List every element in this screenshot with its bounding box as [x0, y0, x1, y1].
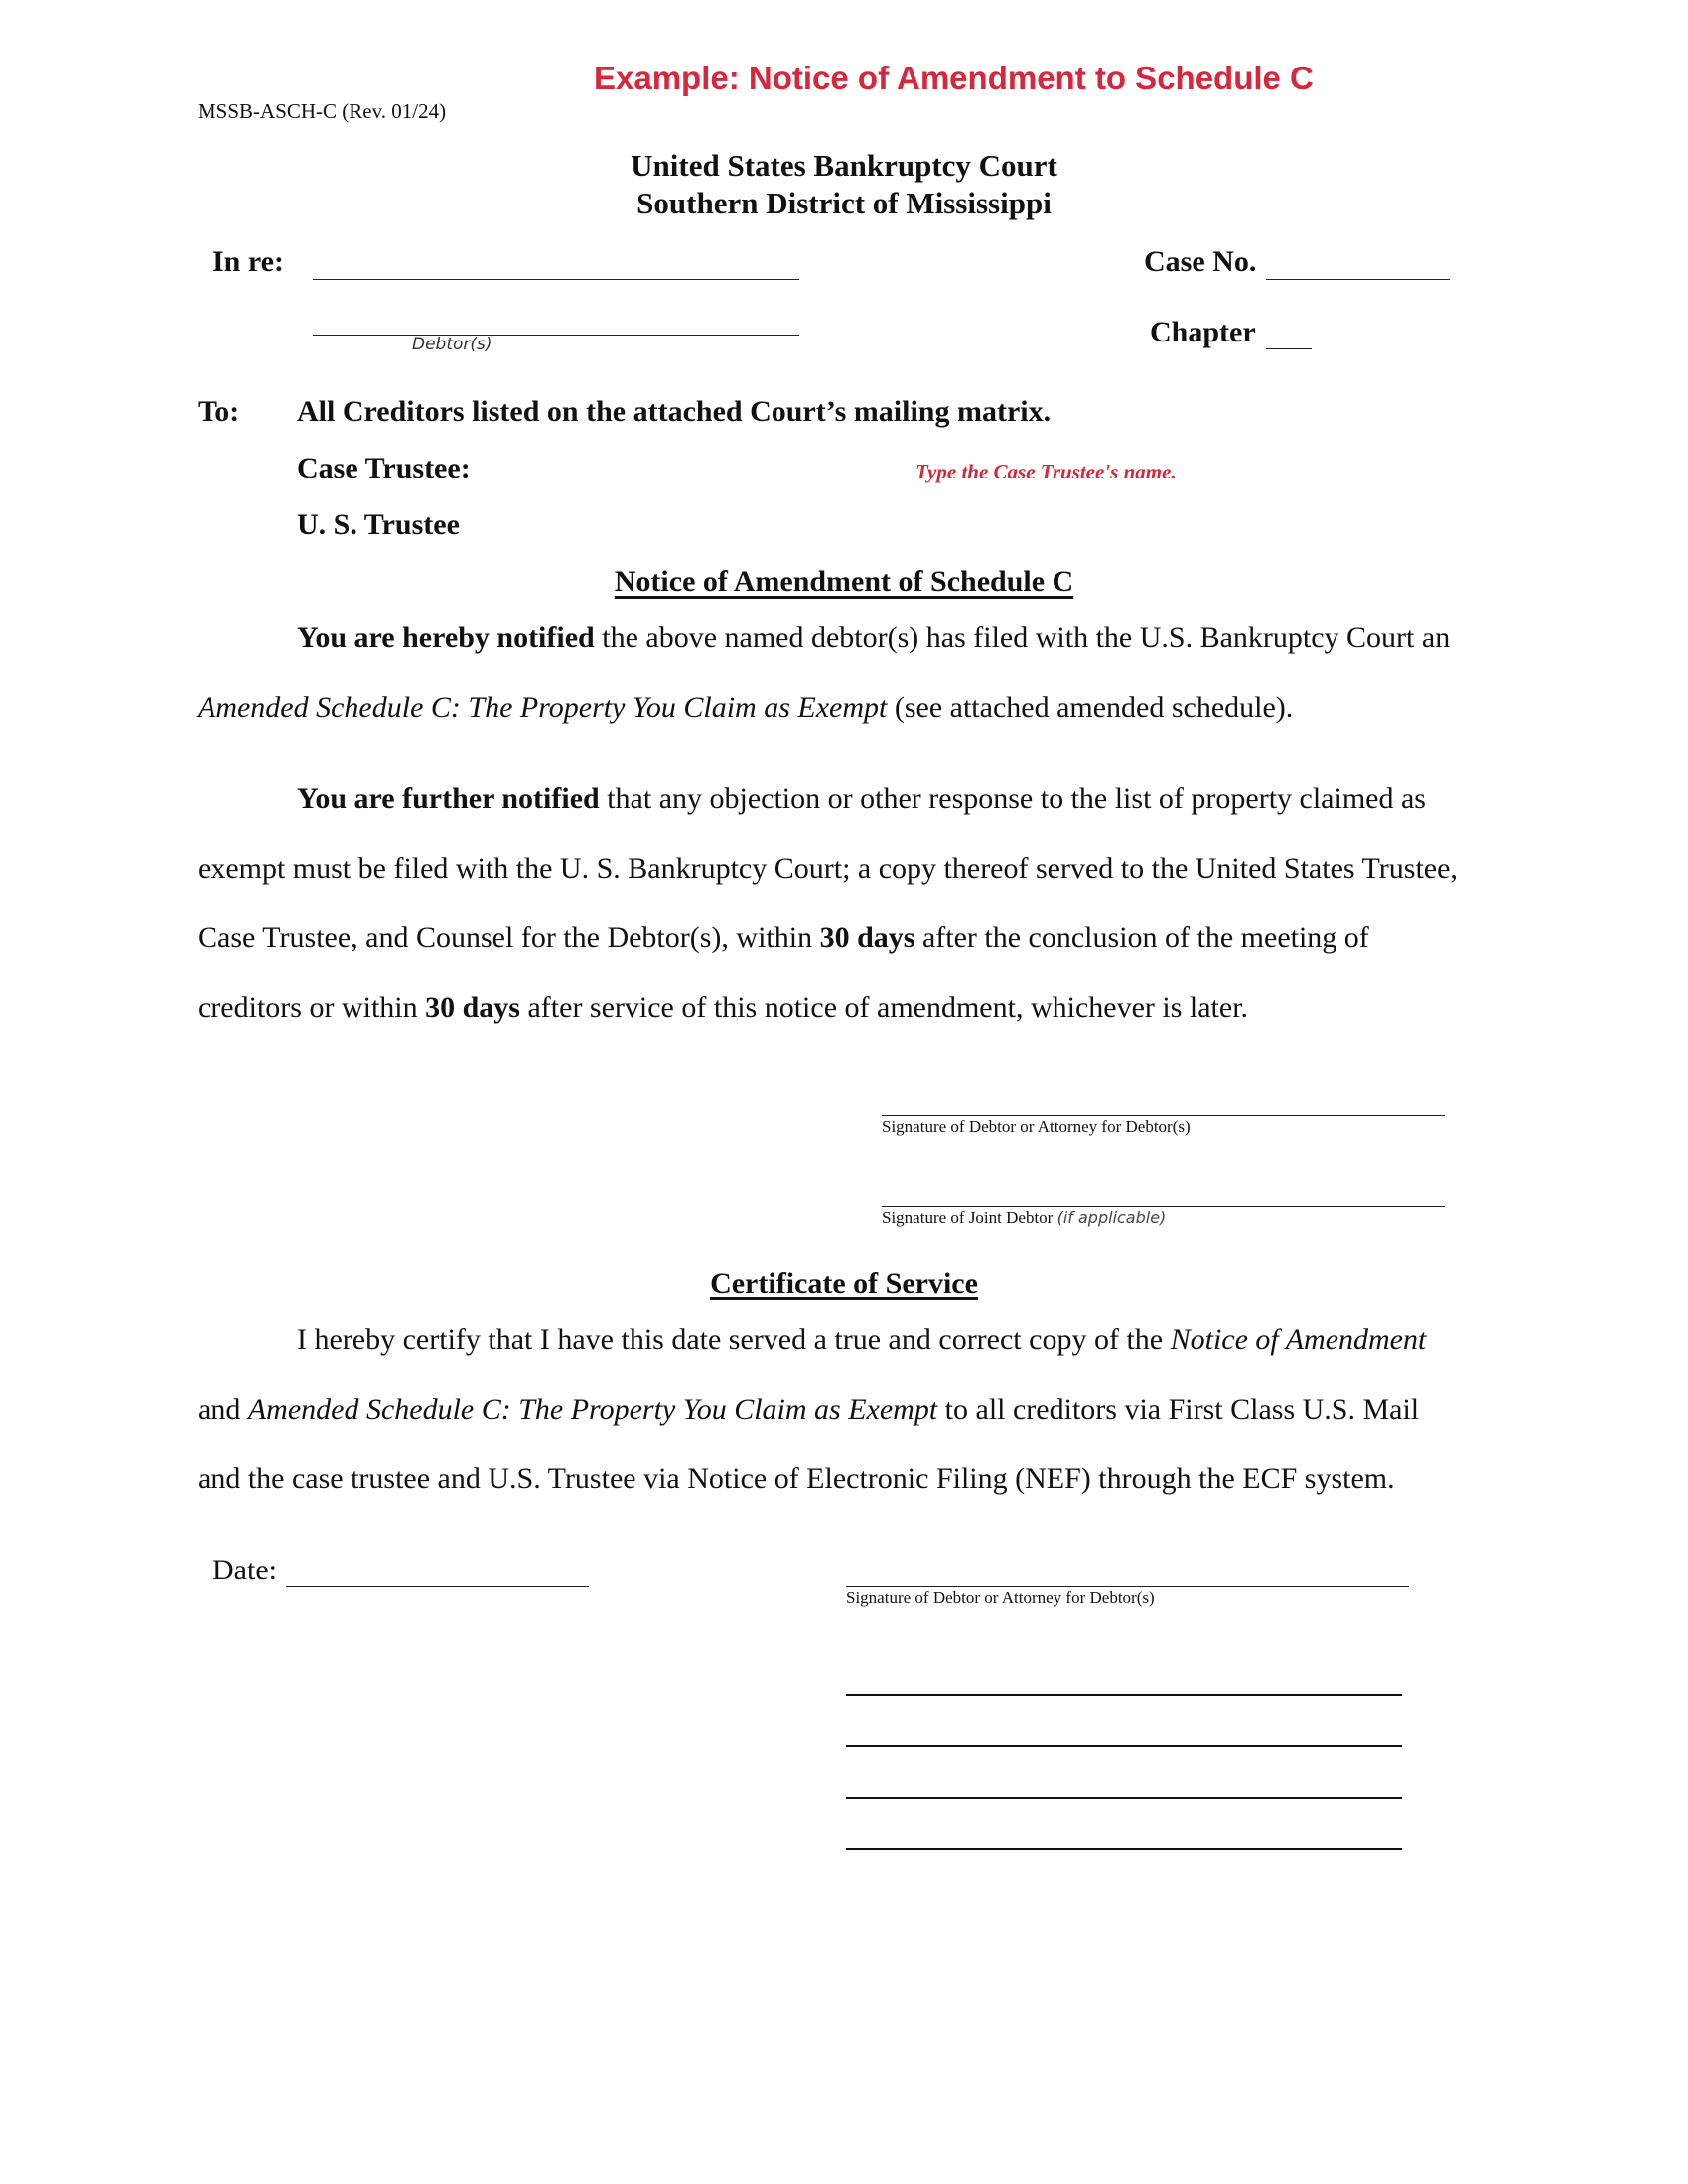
form-id: MSSB-ASCH-C (Rev. 01/24) — [198, 99, 447, 123]
court-district: Southern District of Mississippi — [636, 186, 1052, 220]
debtor-name-line-1[interactable] — [313, 279, 799, 280]
p1-line1-rest: the above named debtor(s) has filed with the U.S. Bankruptcy Court an — [594, 621, 1451, 654]
debtor-signature-line[interactable] — [882, 1115, 1445, 1116]
address-line-4[interactable] — [846, 1848, 1402, 1850]
p2-line3-bold: 30 days — [819, 921, 915, 954]
certificate-heading: Certificate of Service — [710, 1267, 978, 1299]
certificate-signature-line[interactable] — [846, 1586, 1409, 1587]
p1-bold-lead: You are hereby notified — [297, 621, 595, 654]
cert-notice-title: Notice of Amendment — [1170, 1323, 1427, 1356]
joint-debtor-label-text: Signature of Joint Debtor — [882, 1208, 1054, 1227]
cert-line2-b: to all creditors via First Class U.S. Mail — [937, 1393, 1420, 1426]
p2-bold-lead: You are further notified — [297, 782, 600, 815]
p2-line3-b: after the conclusion of the meeting of — [914, 921, 1369, 954]
p2-line4-bold: 30 days — [425, 991, 520, 1024]
p2-line3-a: Case Trustee, and Counsel for the Debtor(s), within — [198, 921, 820, 954]
joint-debtor-signature-label — [882, 1208, 1166, 1228]
cert-line3: and the case trustee and U.S. Trustee via Notice of Electronic Filing (NEF) through the ECF system. — [198, 1462, 1395, 1495]
p2-line1-rest: that any objection or other response to the list of property claimed as — [599, 782, 1426, 815]
if-applicable-note: (if applicable) — [1056, 1208, 1167, 1227]
address-line-2[interactable] — [846, 1745, 1402, 1747]
court-name: United States Bankruptcy Court — [631, 148, 1057, 183]
case-no-field[interactable] — [1266, 279, 1450, 280]
cert-line2-a: and — [198, 1393, 248, 1426]
in-re-label: In re: — [212, 245, 284, 278]
p2-line4-a: creditors or within — [198, 991, 426, 1024]
chapter-field[interactable] — [1266, 348, 1312, 349]
address-line-3[interactable] — [846, 1797, 1402, 1799]
case-trustee-label: Case Trustee: — [297, 452, 471, 484]
date-label: Date: — [212, 1554, 277, 1586]
address-line-1[interactable] — [846, 1694, 1402, 1696]
example-title: Example: Notice of Amendment to Schedule C — [594, 60, 1314, 96]
to-label: To: — [198, 395, 240, 428]
creditors-line: All Creditors listed on the attached Court’s mailing matrix. — [297, 395, 1052, 428]
notice-heading: Notice of Amendment of Schedule C — [614, 565, 1074, 598]
cert-line1-a: I hereby certify that I have this date served a true and correct copy of the — [297, 1323, 1171, 1356]
p1-line2-rest: (see attached amended schedule). — [887, 691, 1294, 724]
p2-line4-b: after service of this notice of amendment, whichever is later. — [519, 991, 1249, 1024]
cert-schedule-title: Amended Schedule C: The Property You Claim as Exempt — [247, 1393, 938, 1426]
debtor-label: Debtor(s) — [412, 335, 492, 354]
p2-line2: exempt must be filed with the U. S. Bankruptcy Court; a copy thereof served to the United States Trustee, — [198, 852, 1458, 885]
debtor-signature-label: Signature of Debtor or Attorney for Debtor(s) — [882, 1117, 1191, 1136]
case-trustee-hint: Type the Case Trustee's name. — [915, 460, 1177, 483]
debtor-name-line-2[interactable] — [313, 335, 799, 336]
joint-debtor-signature-line[interactable] — [882, 1206, 1445, 1207]
p1-schedule-title: Amended Schedule C: The Property You Claim as Exempt — [198, 691, 888, 724]
us-trustee-label: U. S. Trustee — [297, 508, 460, 541]
certificate-signature-label: Signature of Debtor or Attorney for Debtor(s) — [846, 1588, 1155, 1607]
case-no-label: Case No. — [1144, 245, 1257, 278]
date-field[interactable] — [286, 1586, 589, 1587]
chapter-label: Chapter — [1150, 316, 1256, 348]
